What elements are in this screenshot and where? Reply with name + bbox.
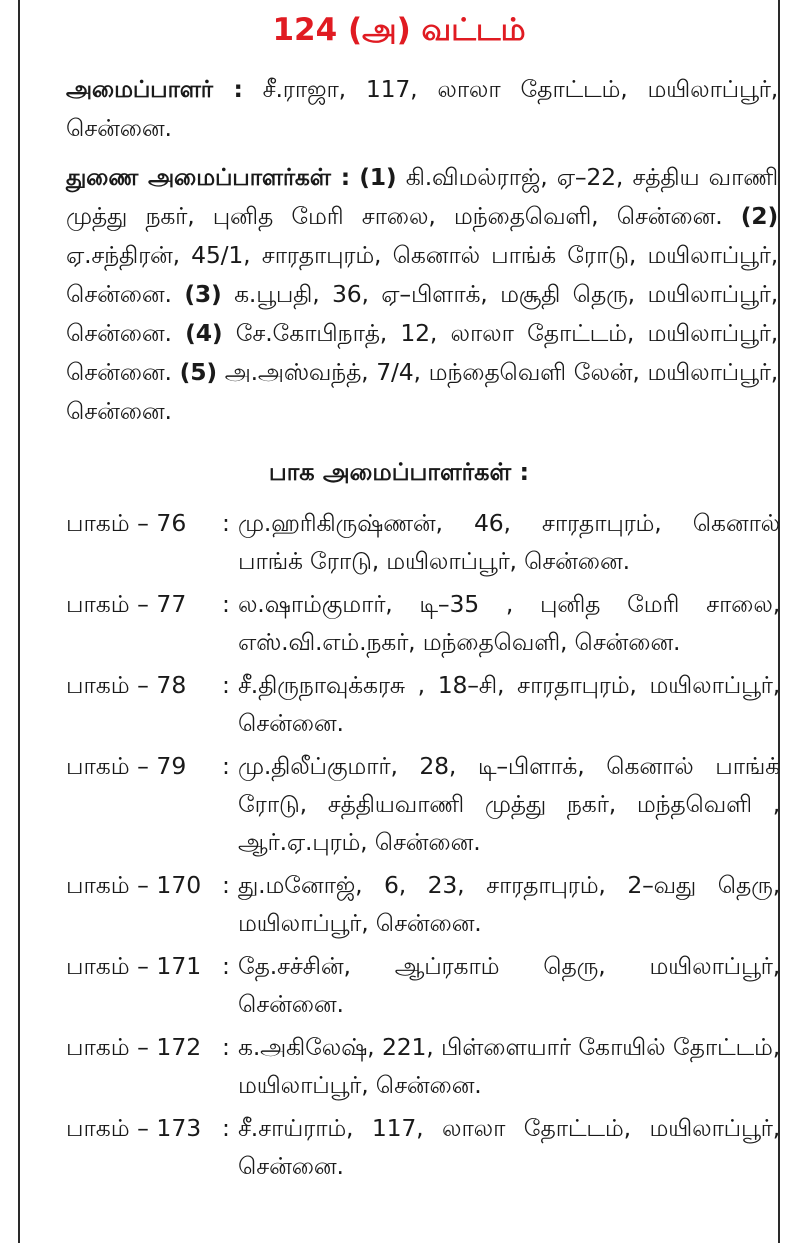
part-organisers-heading: பாக அமைப்பாளர்கள் : (268, 458, 530, 486)
part-address: க.அகிலேஷ், 221, பிள்ளையார் கோயில் தோட்டம், மயிலாப்பூர், சென்னை. (238, 1033, 780, 1099)
part-organiser-entry (66, 585, 780, 661)
part-label: பாகம் – 170 (66, 871, 202, 899)
separator-colon: : (222, 1033, 230, 1061)
deputy-text: ஏ.சந்திரன், 45/1, சாரதாபுரம், கெனால் பாங்க் ரோடு, மயிலாப்பூர், சென்னை. (66, 241, 778, 308)
part-organiser-entry (66, 1109, 780, 1185)
deputy-number: (2) (740, 202, 778, 230)
ward-title: 124 (அ) வட்டம் (272, 12, 526, 48)
part-address: ல.ஷாம்குமார், டி–35 , புனித மேரி சாலை, எஸ்.வி.எம்.நகர், மந்தைவெளி, சென்னை. (238, 590, 780, 656)
part-address: மு.திலீப்குமார், 28, டி–பிளாக், கெனால் பாங்க் ரோடு, சத்தியவாணி முத்து நகர், மந்தவெளி , ஆர்.ஏ.புரம், சென்னை. (238, 752, 780, 856)
part-address: சீ.சாய்ராம், 117, லாலா தோட்டம், மயிலாப்பூர், சென்னை. (238, 1114, 780, 1180)
part-organiser-entry (66, 666, 780, 742)
separator-colon: : (222, 1114, 230, 1142)
part-label: பாகம் – 173 (66, 1114, 202, 1142)
organiser-text: சீ.ராஜா, 117, லாலா தோட்டம், மயிலாப்பூர், சென்னை. (66, 75, 778, 142)
deputy-text: கி.விமல்ராஜ், ஏ–22, சத்திய வாணி முத்து நகர், புனித மேரி சாலை, மந்தைவெளி, சென்னை. (66, 163, 778, 230)
part-label: பாகம் – 172 (66, 1033, 202, 1061)
deputy-number: (1) (359, 163, 397, 191)
part-organiser-entry (66, 1028, 780, 1104)
part-organisers-list (66, 504, 780, 1190)
separator-colon: : (222, 671, 230, 699)
deputy-text: க.பூபதி, 36, ஏ–பிளாக், மசூதி தெரு, மயிலாப்பூர், சென்னை. (66, 280, 778, 347)
part-label: பாகம் – 78 (66, 671, 187, 699)
part-address: தே.சச்சின், ஆப்ரகாம் தெரு, மயிலாப்பூர், சென்னை. (238, 952, 780, 1018)
part-organiser-entry (66, 866, 780, 942)
separator-colon: : (222, 952, 230, 980)
part-label: பாகம் – 76 (66, 509, 187, 537)
organiser-paragraph (66, 70, 778, 148)
separator-colon: : (222, 871, 230, 899)
part-address: சீ.திருநாவுக்கரசு , 18–சி, சாரதாபுரம், மயிலாப்பூர், சென்னை. (238, 671, 780, 737)
deputy-organisers-label: துணை அமைப்பாளர்கள் : (66, 163, 350, 191)
deputy-organisers-paragraph (66, 158, 778, 431)
deputy-number: (5) (179, 358, 217, 386)
cropped-heading-remnant (20, 0, 778, 2)
part-organiser-entry (66, 747, 780, 861)
part-label: பாகம் – 79 (66, 752, 187, 780)
deputy-text: சே.கோபிநாத், 12, லாலா தோட்டம், மயிலாப்பூர், சென்னை. (66, 319, 778, 386)
part-organiser-entry (66, 504, 780, 580)
part-address: மு.ஹரிகிருஷ்ணன், 46, சாரதாபுரம், கெனால் பாங்க் ரோடு, மயிலாப்பூர், சென்னை. (238, 509, 780, 575)
part-label: பாகம் – 77 (66, 590, 187, 618)
part-label: பாகம் – 171 (66, 952, 202, 980)
deputy-number: (4) (185, 319, 223, 347)
deputy-number: (3) (184, 280, 222, 308)
separator-colon: : (222, 752, 230, 780)
document-frame (18, 0, 780, 1243)
separator-colon: : (222, 509, 230, 537)
separator-colon: : (222, 590, 230, 618)
organiser-label: அமைப்பாளர் : (66, 75, 243, 103)
deputy-text: அ.அஸ்வந்த், 7/4, மந்தைவெளி லேன், மயிலாப்பூர், சென்னை. (66, 358, 778, 425)
part-address: து.மனோஜ், 6, 23, சாரதாபுரம், 2–வது தெரு, மயிலாப்பூர், சென்னை. (238, 871, 780, 937)
part-organiser-entry (66, 947, 780, 1023)
